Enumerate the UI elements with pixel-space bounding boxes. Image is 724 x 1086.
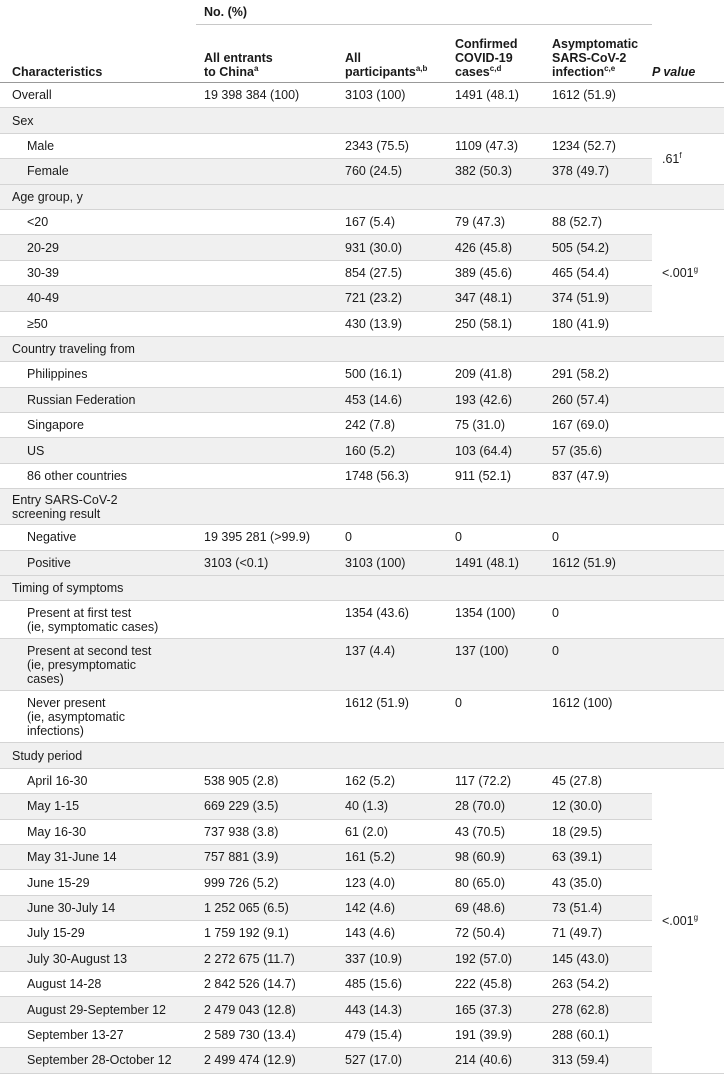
cell-asymptomatic: 288 (60.1) (544, 1022, 652, 1047)
confirmed-cases-header: Confirmed COVID-19 cases$^{c,d}$ (447, 25, 544, 83)
row-label: Female (0, 159, 196, 184)
cell-all-entrants: 2 499 474 (12.9) (196, 1048, 337, 1073)
cell-all-entrants (196, 601, 337, 639)
cell-confirmed-cases: 0 (447, 525, 544, 550)
cell-confirmed-cases: 98 (60.9) (447, 844, 544, 869)
cell-asymptomatic: 837 (47.9) (544, 463, 652, 488)
p-value-cell: <.001$^g$ (652, 768, 724, 1073)
table-row (0, 311, 724, 336)
table-row (0, 1022, 724, 1047)
empty-cell (652, 550, 724, 575)
empty-cell (337, 184, 447, 209)
cell-confirmed-cases: 117 (72.2) (447, 768, 544, 793)
table-row (0, 601, 724, 639)
empty-cell (447, 743, 544, 768)
cell-all-participants: 0 (337, 525, 447, 550)
asymptomatic-infection-header: Asymptomatic SARS-CoV-2 infection$^{c,e}$ (544, 25, 652, 83)
row-label: April 16-30 (0, 768, 196, 793)
section-label: Entry SARS-CoV-2 screening result (0, 489, 196, 525)
table-row (0, 463, 724, 488)
row-label: September 28-October 12 (0, 1048, 196, 1073)
table-row (0, 895, 724, 920)
table-row (0, 159, 724, 184)
table-row (0, 235, 724, 260)
section-label: Sex (0, 108, 196, 133)
cell-all-participants: 721 (23.2) (337, 286, 447, 311)
empty-cell (196, 108, 337, 133)
table-row (0, 743, 724, 768)
cell-confirmed-cases: 165 (37.3) (447, 997, 544, 1022)
table-row (0, 260, 724, 285)
cell-all-entrants (196, 260, 337, 285)
section-label: Age group, y (0, 184, 196, 209)
cell-all-participants: 1354 (43.6) (337, 601, 447, 639)
empty-cell (652, 413, 724, 438)
cell-all-participants: 3103 (100) (337, 550, 447, 575)
cell-asymptomatic: 1234 (52.7) (544, 133, 652, 158)
cell-confirmed-cases: 250 (58.1) (447, 311, 544, 336)
empty-cell (652, 184, 724, 209)
row-label: Positive (0, 550, 196, 575)
cell-asymptomatic: 1612 (100) (544, 691, 652, 743)
empty-cell (652, 108, 724, 133)
cell-all-entrants (196, 362, 337, 387)
table-row (0, 639, 724, 691)
cell-all-entrants: 999 726 (5.2) (196, 870, 337, 895)
empty-cell (196, 743, 337, 768)
cell-asymptomatic: 378 (49.7) (544, 159, 652, 184)
cell-asymptomatic: 0 (544, 525, 652, 550)
empty-cell (652, 362, 724, 387)
cell-all-participants: 137 (4.4) (337, 639, 447, 691)
row-label: Present at first test (ie, symptomatic cases) (0, 601, 196, 639)
cell-asymptomatic: 313 (59.4) (544, 1048, 652, 1073)
cell-all-entrants (196, 463, 337, 488)
cell-confirmed-cases: 72 (50.4) (447, 921, 544, 946)
row-label: 40-49 (0, 286, 196, 311)
table-row (0, 525, 724, 550)
section-label: Timing of symptoms (0, 576, 196, 601)
p-value-cell: .61$^f$ (652, 133, 724, 184)
empty-cell (652, 463, 724, 488)
p-value-cell: <.001$^g$ (652, 209, 724, 336)
cell-confirmed-cases: 1109 (47.3) (447, 133, 544, 158)
cell-all-participants: 479 (15.4) (337, 1022, 447, 1047)
cell-confirmed-cases: 347 (48.1) (447, 286, 544, 311)
empty-cell (196, 336, 337, 361)
table-row (0, 870, 724, 895)
cell-all-participants: 1748 (56.3) (337, 463, 447, 488)
table-row (0, 971, 724, 996)
cell-confirmed-cases: 1491 (48.1) (447, 550, 544, 575)
empty-cell (337, 743, 447, 768)
table-row (0, 286, 724, 311)
cell-all-entrants (196, 387, 337, 412)
row-label: July 30-August 13 (0, 946, 196, 971)
empty-cell (652, 489, 724, 525)
empty-cell (337, 489, 447, 525)
cell-asymptomatic: 0 (544, 601, 652, 639)
table-row (0, 362, 724, 387)
cell-all-entrants (196, 286, 337, 311)
row-label: May 1-15 (0, 794, 196, 819)
cell-confirmed-cases: 209 (41.8) (447, 362, 544, 387)
empty-cell (652, 576, 724, 601)
empty-cell (652, 691, 724, 743)
table-row (0, 387, 724, 412)
row-label: 20-29 (0, 235, 196, 260)
section-label: Country traveling from (0, 336, 196, 361)
cell-all-participants: 500 (16.1) (337, 362, 447, 387)
cell-confirmed-cases: 1354 (100) (447, 601, 544, 639)
empty-cell (337, 576, 447, 601)
cell-all-entrants (196, 438, 337, 463)
empty-cell (544, 184, 652, 209)
empty-cell (652, 387, 724, 412)
cell-all-participants: 167 (5.4) (337, 209, 447, 234)
table-row (0, 413, 724, 438)
cell-all-entrants: 1 252 065 (6.5) (196, 895, 337, 920)
empty-cell (337, 108, 447, 133)
cell-confirmed-cases: 192 (57.0) (447, 946, 544, 971)
empty-cell (652, 336, 724, 361)
table-row (0, 489, 724, 525)
table-row (0, 819, 724, 844)
cell-all-participants: 123 (4.0) (337, 870, 447, 895)
cell-asymptomatic: 505 (54.2) (544, 235, 652, 260)
cell-all-participants: 161 (5.2) (337, 844, 447, 869)
cell-asymptomatic: 465 (54.4) (544, 260, 652, 285)
row-label: Negative (0, 525, 196, 550)
all-participants-header: All participants$^{a,b}$ (337, 25, 447, 83)
cell-all-entrants: 737 938 (3.8) (196, 819, 337, 844)
cell-confirmed-cases: 193 (42.6) (447, 387, 544, 412)
cell-asymptomatic: 1612 (51.9) (544, 550, 652, 575)
cell-all-participants: 485 (15.6) (337, 971, 447, 996)
table-row (0, 997, 724, 1022)
empty-cell (544, 576, 652, 601)
table-row (0, 133, 724, 158)
cell-asymptomatic: 71 (49.7) (544, 921, 652, 946)
empty-cell (652, 601, 724, 639)
cell-confirmed-cases: 382 (50.3) (447, 159, 544, 184)
empty-cell (196, 184, 337, 209)
cell-confirmed-cases: 214 (40.6) (447, 1048, 544, 1073)
cell-all-entrants (196, 691, 337, 743)
row-label: August 14-28 (0, 971, 196, 996)
cell-confirmed-cases: 79 (47.3) (447, 209, 544, 234)
table-row (0, 794, 724, 819)
cell-all-entrants: 669 229 (3.5) (196, 794, 337, 819)
characteristics-header: Characteristics (0, 25, 196, 83)
empty-cell (447, 489, 544, 525)
row-label: ≥50 (0, 311, 196, 336)
cell-all-entrants: 2 272 675 (11.7) (196, 946, 337, 971)
cell-all-participants: 2343 (75.5) (337, 133, 447, 158)
p-value-header: P value (652, 25, 724, 83)
table-row (0, 83, 724, 108)
cell-asymptomatic: 263 (54.2) (544, 971, 652, 996)
cell-asymptomatic: 12 (30.0) (544, 794, 652, 819)
cell-all-entrants: 19 398 384 (100) (196, 83, 337, 108)
cell-asymptomatic: 88 (52.7) (544, 209, 652, 234)
cell-all-participants: 931 (30.0) (337, 235, 447, 260)
cell-all-entrants (196, 639, 337, 691)
row-label: Male (0, 133, 196, 158)
row-label: July 15-29 (0, 921, 196, 946)
cell-asymptomatic: 63 (39.1) (544, 844, 652, 869)
table-row (0, 184, 724, 209)
cell-all-entrants: 2 589 730 (13.4) (196, 1022, 337, 1047)
table-row (0, 946, 724, 971)
table-body (0, 83, 724, 1074)
table-row (0, 550, 724, 575)
empty-cell (447, 108, 544, 133)
all-entrants-header: All entrants to China$^a$ (196, 25, 337, 83)
cell-confirmed-cases: 0 (447, 691, 544, 743)
cell-confirmed-cases: 911 (52.1) (447, 463, 544, 488)
cell-all-entrants: 19 395 281 (>99.9) (196, 525, 337, 550)
cell-all-entrants: 538 905 (2.8) (196, 768, 337, 793)
cell-asymptomatic: 167 (69.0) (544, 413, 652, 438)
no-pct-header: No. (%) (196, 0, 652, 25)
cell-asymptomatic: 145 (43.0) (544, 946, 652, 971)
cell-confirmed-cases: 103 (64.4) (447, 438, 544, 463)
cell-asymptomatic: 57 (35.6) (544, 438, 652, 463)
cell-all-participants: 143 (4.6) (337, 921, 447, 946)
table-row (0, 108, 724, 133)
cell-confirmed-cases: 191 (39.9) (447, 1022, 544, 1047)
table-row (0, 1048, 724, 1073)
cell-asymptomatic: 374 (51.9) (544, 286, 652, 311)
cell-all-entrants: 1 759 192 (9.1) (196, 921, 337, 946)
cell-all-participants: 760 (24.5) (337, 159, 447, 184)
cell-asymptomatic: 73 (51.4) (544, 895, 652, 920)
cell-asymptomatic: 0 (544, 639, 652, 691)
table-row (0, 576, 724, 601)
table-row (0, 438, 724, 463)
empty-cell (447, 184, 544, 209)
row-label: 86 other countries (0, 463, 196, 488)
table-row (0, 691, 724, 743)
table-row (0, 209, 724, 234)
cell-all-participants: 337 (10.9) (337, 946, 447, 971)
cell-all-participants: 430 (13.9) (337, 311, 447, 336)
cell-all-entrants: 757 881 (3.9) (196, 844, 337, 869)
cell-all-participants: 40 (1.3) (337, 794, 447, 819)
cell-all-participants: 162 (5.2) (337, 768, 447, 793)
empty-cell (544, 489, 652, 525)
row-label: 30-39 (0, 260, 196, 285)
empty-cell (447, 336, 544, 361)
row-label: Never present (ie, asymptomatic infections) (0, 691, 196, 743)
row-label: Singapore (0, 413, 196, 438)
cell-all-participants: 854 (27.5) (337, 260, 447, 285)
cell-asymptomatic: 1612 (51.9) (544, 83, 652, 108)
cell-all-participants: 453 (14.6) (337, 387, 447, 412)
table-row (0, 336, 724, 361)
cell-confirmed-cases: 80 (65.0) (447, 870, 544, 895)
cell-all-entrants (196, 133, 337, 158)
table-row (0, 921, 724, 946)
cell-all-participants: 527 (17.0) (337, 1048, 447, 1073)
empty-cell (337, 336, 447, 361)
cell-asymptomatic: 45 (27.8) (544, 768, 652, 793)
cell-asymptomatic: 278 (62.8) (544, 997, 652, 1022)
row-label: Overall (0, 83, 196, 108)
empty-cell (652, 525, 724, 550)
empty-cell (447, 576, 544, 601)
cell-confirmed-cases: 222 (45.8) (447, 971, 544, 996)
row-label: Philippines (0, 362, 196, 387)
cell-all-entrants: 2 842 526 (14.7) (196, 971, 337, 996)
cell-all-entrants (196, 159, 337, 184)
cell-all-entrants (196, 209, 337, 234)
row-label: <20 (0, 209, 196, 234)
cell-all-participants: 3103 (100) (337, 83, 447, 108)
row-label: September 13-27 (0, 1022, 196, 1047)
cell-all-entrants (196, 235, 337, 260)
cell-confirmed-cases: 43 (70.5) (447, 819, 544, 844)
cell-confirmed-cases: 389 (45.6) (447, 260, 544, 285)
cell-all-entrants: 3103 (<0.1) (196, 550, 337, 575)
cell-all-entrants (196, 413, 337, 438)
cell-all-participants: 160 (5.2) (337, 438, 447, 463)
cell-asymptomatic: 18 (29.5) (544, 819, 652, 844)
cell-all-entrants (196, 311, 337, 336)
row-label: US (0, 438, 196, 463)
cell-all-participants: 61 (2.0) (337, 819, 447, 844)
cell-all-participants: 142 (4.6) (337, 895, 447, 920)
section-label: Study period (0, 743, 196, 768)
table-row (0, 768, 724, 793)
empty-cell (544, 336, 652, 361)
cell-all-entrants: 2 479 043 (12.8) (196, 997, 337, 1022)
row-label: June 30-July 14 (0, 895, 196, 920)
table-header (0, 0, 724, 83)
cell-asymptomatic: 180 (41.9) (544, 311, 652, 336)
cell-confirmed-cases: 69 (48.6) (447, 895, 544, 920)
empty-cell (196, 576, 337, 601)
empty-cell (652, 83, 724, 108)
row-label: May 16-30 (0, 819, 196, 844)
cell-asymptomatic: 43 (35.0) (544, 870, 652, 895)
empty-cell (544, 743, 652, 768)
table-row (0, 844, 724, 869)
cell-all-participants: 443 (14.3) (337, 997, 447, 1022)
row-label: Russian Federation (0, 387, 196, 412)
empty-cell (544, 108, 652, 133)
cell-all-participants: 242 (7.8) (337, 413, 447, 438)
empty-cell (652, 639, 724, 691)
cell-confirmed-cases: 1491 (48.1) (447, 83, 544, 108)
row-label: August 29-September 12 (0, 997, 196, 1022)
cell-asymptomatic: 260 (57.4) (544, 387, 652, 412)
cell-confirmed-cases: 75 (31.0) (447, 413, 544, 438)
row-label: May 31-June 14 (0, 844, 196, 869)
empty-cell (652, 438, 724, 463)
cell-confirmed-cases: 426 (45.8) (447, 235, 544, 260)
cell-all-participants: 1612 (51.9) (337, 691, 447, 743)
row-label: Present at second test (ie, presymptomatic cases) (0, 639, 196, 691)
row-label: June 15-29 (0, 870, 196, 895)
empty-cell (196, 489, 337, 525)
cell-confirmed-cases: 137 (100) (447, 639, 544, 691)
cell-confirmed-cases: 28 (70.0) (447, 794, 544, 819)
empty-cell (652, 743, 724, 768)
cell-asymptomatic: 291 (58.2) (544, 362, 652, 387)
